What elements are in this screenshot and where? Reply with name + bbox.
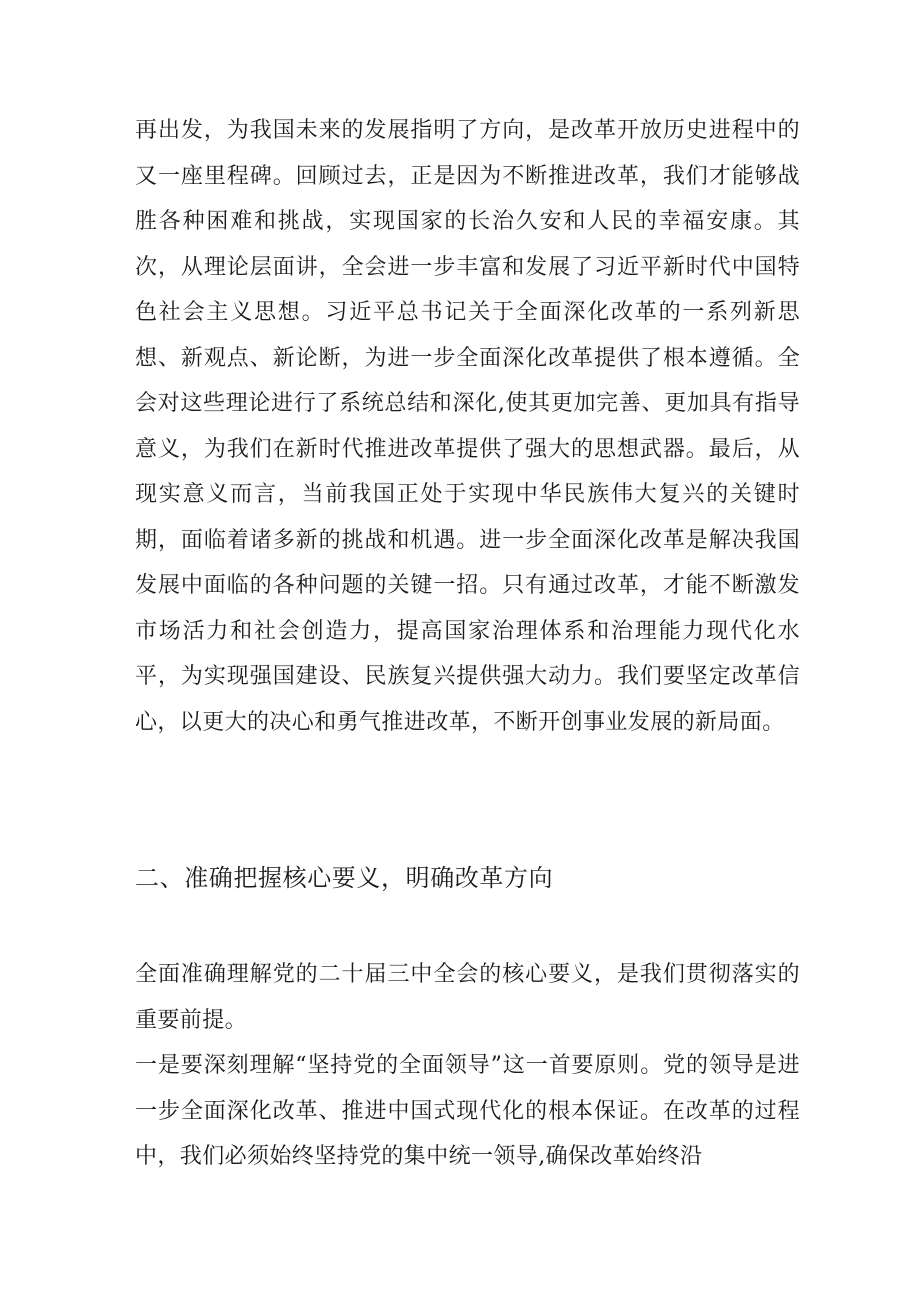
- body-paragraph-3: 一是要深刻理解“坚持党的全面领导”这一首要原则。党的领导是进一步全面深化改革、推进中国式现代化的根本保证。在改革的过程中，我们必须始终坚持党的集中统一领导,确保改革始终沿: [135, 1053, 800, 1169]
- section-heading: 二、准确把握核心要义，明确改革方向: [135, 864, 554, 892]
- body-paragraph-2: 全面准确理解党的二十届三中全会的核心要义，是我们贯彻落实的重要前提。: [135, 962, 800, 1033]
- body-paragraph-1: 再出发，为我国未来的发展指明了方向，是改革开放历史进程中的又一座里程碑。回顾过去，正是因为不断推进改革，我们才能够战胜各种困难和挑战，实现国家的长治久安和人民的幸福安康。其次，从理论层面讲，全会进一步丰富和发展了习近平新时代中国特色社会主义思想。习近平总书记关于全面深化改革的一系列新思想、新观点、新论断，为进一步全面深化改革提供了根本遵循。全会对这些理论进行了系统总结和深化,使其更加完善、更加具有指导意义，为我们在新时代推进改革提供了强大的思想武器。最后，从现实意义而言，当前我国正处于实现中华民族伟大复兴的关键时期，面临着诸多新的挑战和机遇。进一步全面深化改革是解决我国发展中面临的各种问题的关键一招。只有通过改革，才能不断激发市场活力和社会创造力，提高国家治理体系和治理能力现代化水平，为实现强国建设、民族复兴提供强大动力。我们要坚定改革信心，以更大的决心和勇气推进改革，不断开创事业发展的新局面。: [135, 118, 800, 735]
